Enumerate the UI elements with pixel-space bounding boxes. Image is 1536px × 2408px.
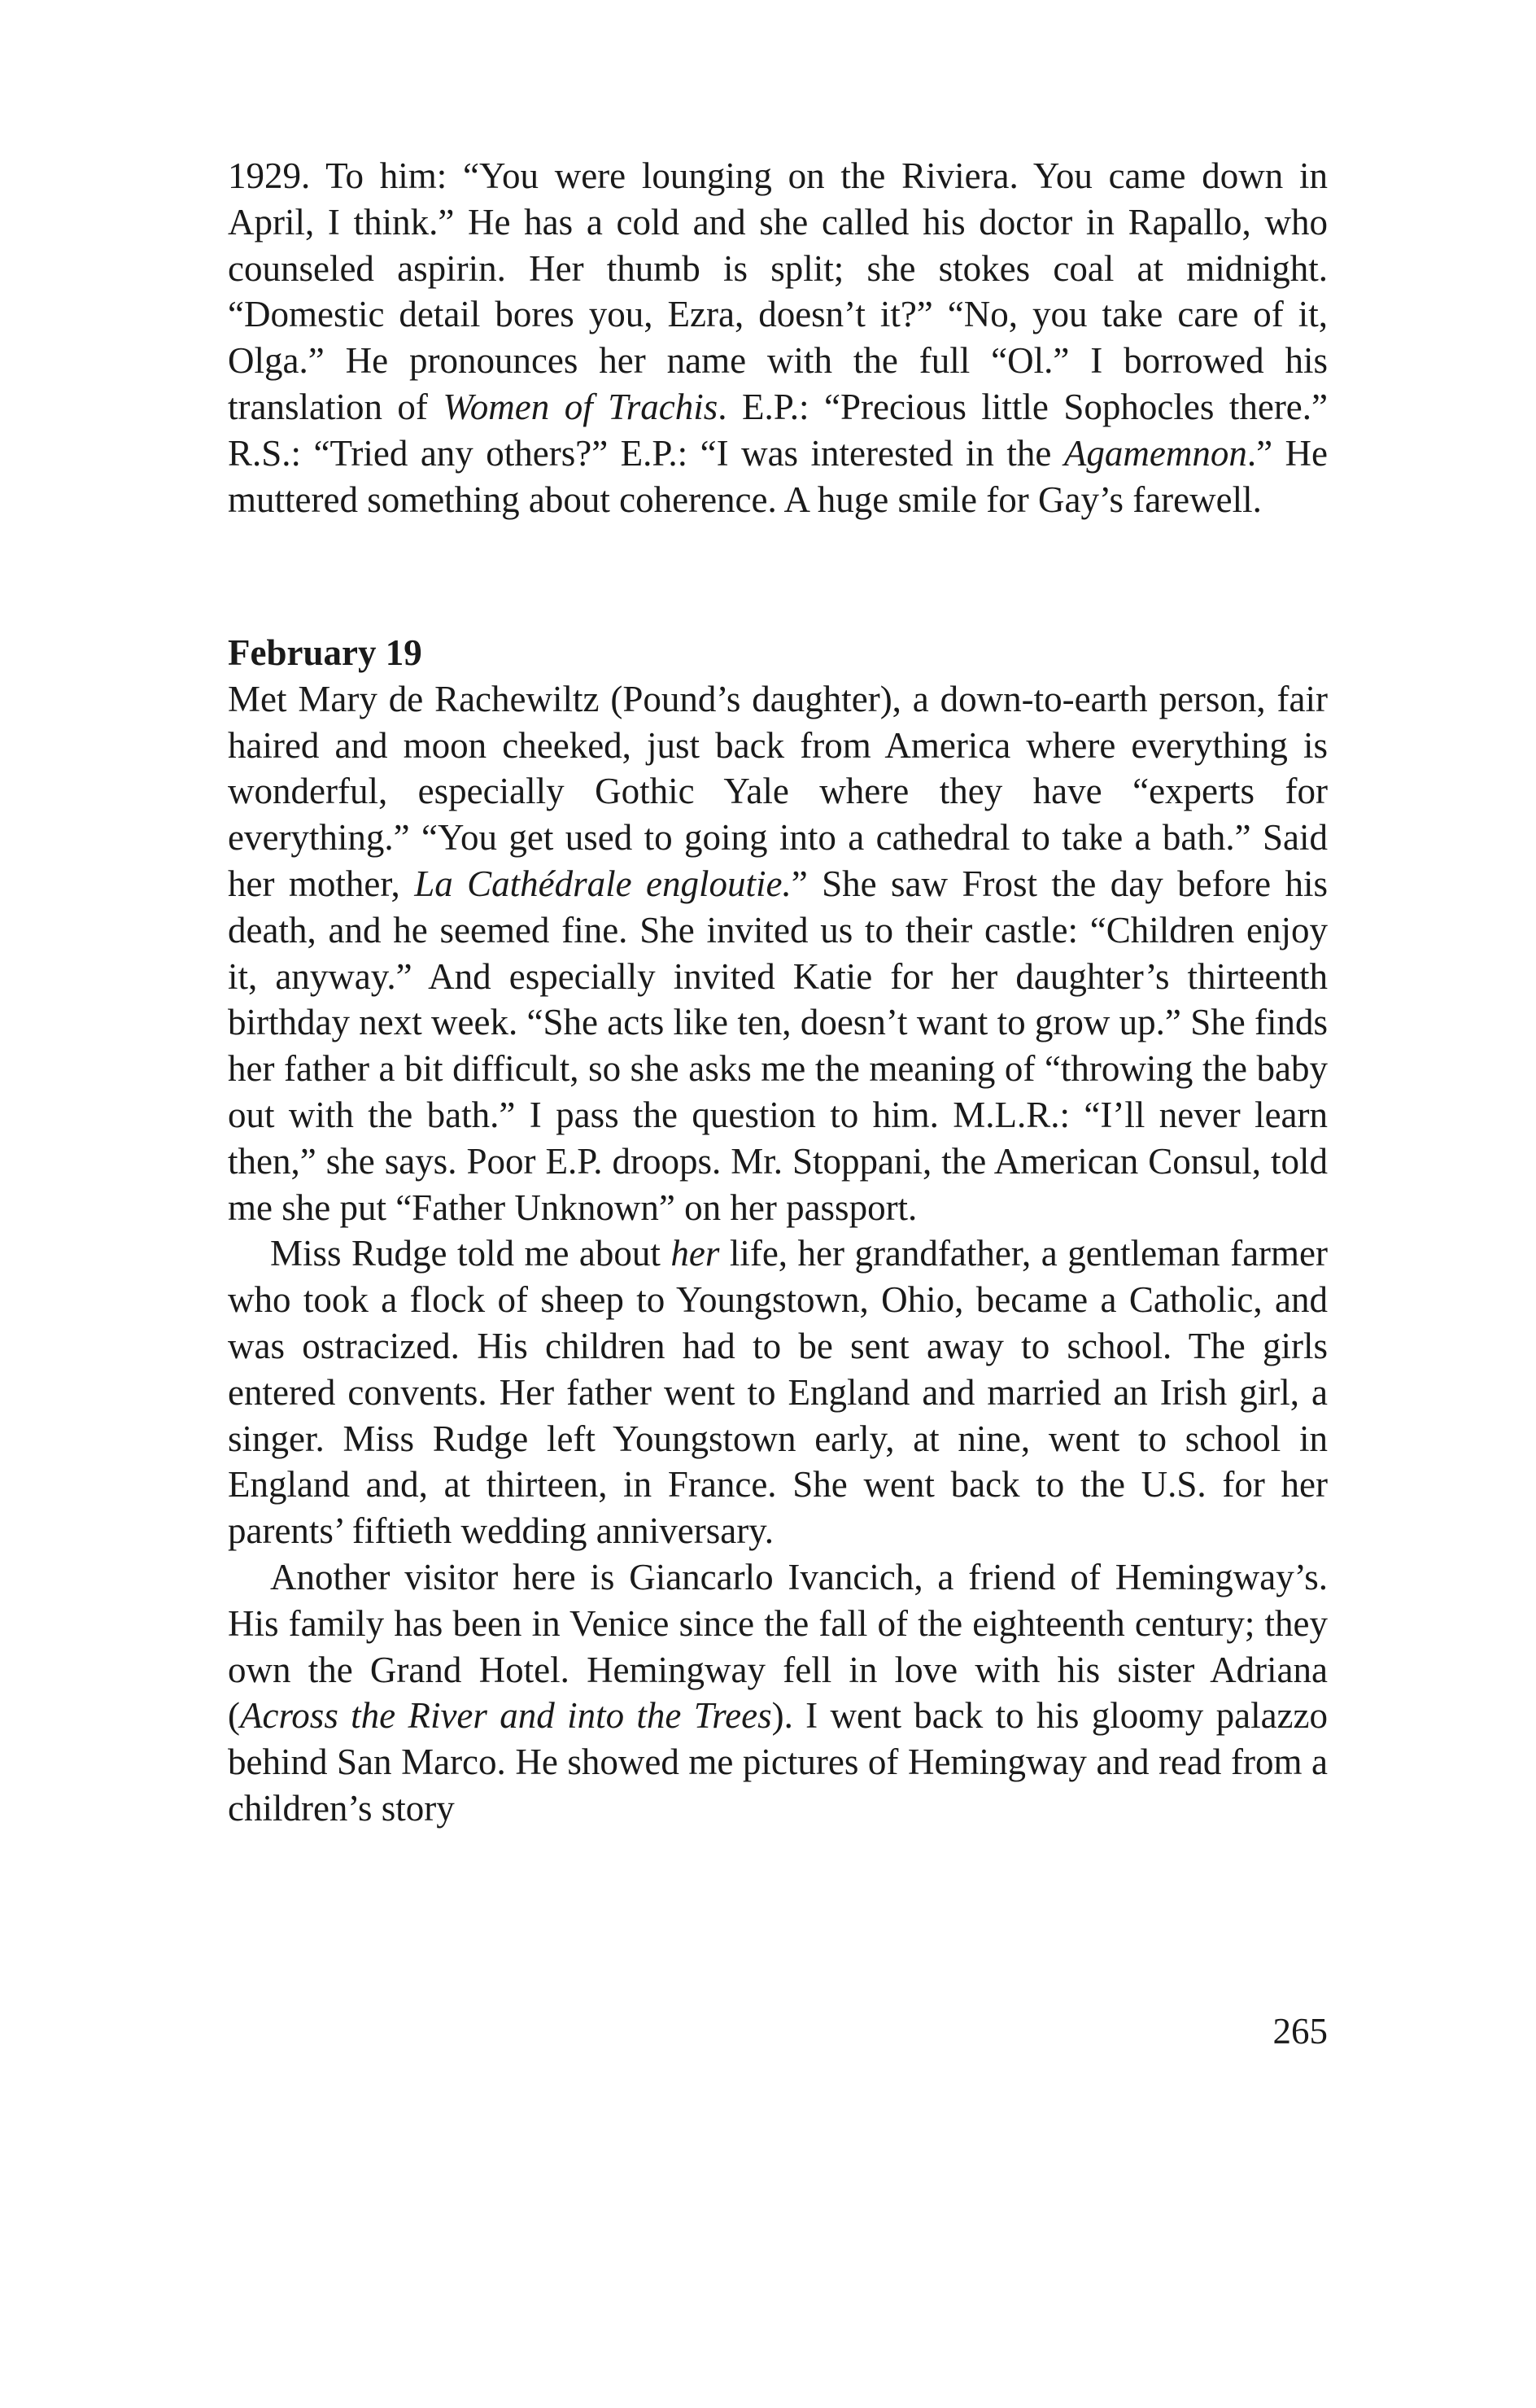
paragraph-2 — [228, 676, 1328, 1231]
paragraph-1 — [228, 153, 1328, 522]
opening-section — [228, 153, 1328, 522]
book-title-across-the-river: Across the River and into the Trees — [240, 1695, 772, 1737]
paragraph-2-text: ” She saw Frost the day before his death, and he seemed fine. She invited us to their castle: “Children enjoy it, anyway.” And especially invited Katie for her daughter’s thirteenth birthday next week. “She acts like ten, doesn’t want to grow up.” She finds her father a bit difficult, so she asks me the meaning of “throwing the baby out with the bath.” I pass the question to him. M.L.R.: “I’ll never learn then,” she says. Poor E.P. droops. Mr. Stoppani, the American Consul, told me she put “Father Unknown” on her passport. — [228, 863, 1328, 1228]
emphasis-her: her — [670, 1233, 720, 1274]
paragraph-3-text: life, her grandfather, a gentleman farmer who took a flock of sheep to Youngstown, Ohio, became a Catholic, and was ostracized. His children had to be sent away to school. The girls entered convents. Her father went to England and married an Irish girl, a singer. Miss Rudge left Youngstown early, at nine, went to school in England and, at thirteen, in France. She went back to the U.S. for her parents’ fiftieth wedding anniversary. — [228, 1233, 1329, 1552]
paragraph-3 — [228, 1230, 1328, 1554]
paragraph-1-text: . E.P.: “Precious little Sophocles there.” R.S.: “Tried any others?” E.P.: “I was interested in the — [228, 386, 1329, 474]
book-title-women-of-trachis: Women of Trachis — [443, 386, 718, 427]
paragraph-1-text: .” He muttered something about coherence. A huge smile for Gay’s farewell. — [228, 432, 1328, 520]
page-number: 265 — [1272, 2011, 1328, 2052]
paragraph-4-text: ). I went back to his gloomy palazzo behind San Marco. He showed me pictures of Hemingway and read from a children’s story — [228, 1695, 1328, 1829]
paragraph-3-text: Miss Rudge told me about — [270, 1233, 671, 1274]
paragraph-2-text: Met Mary de Rachewiltz (Pound’s daughter), a down-to-earth person, fair haired and moon cheeked, just back from America where everything is wonderful, especially Gothic Yale where they have “experts for everything.” “You get used to going into a cathedral to take a bath.” Said her mother, — [228, 678, 1328, 904]
title-la-cathedrale-engloutie: La Cathédrale engloutie. — [414, 863, 792, 904]
paragraph-1-text: 1929. To him: “You were lounging on the Riviera. You came down in April, I think.” He has a cold and she called his doctor in Rapallo, who counseled aspirin. Her thumb is split; she stokes coal at midnight. “Domestic detail bores you, Ezra, doesn’t it?” “No, you take care of it, Olga.” He pronounces her name with the full “Ol.” I borrowed his translation of — [228, 155, 1328, 427]
entry-date-heading: February 19 — [228, 632, 422, 673]
diary-entry — [228, 630, 1328, 1832]
paragraph-4-text: Another visitor here is Giancarlo Ivancich, a friend of Hemingway’s. His family has been in Venice since the fall of the eighteenth century; they own the Grand Hotel. Hemingway fell in love with his sister Adriana ( — [228, 1556, 1328, 1737]
play-title-agamemnon: Agamemnon — [1063, 432, 1247, 474]
paragraph-4 — [228, 1554, 1328, 1832]
